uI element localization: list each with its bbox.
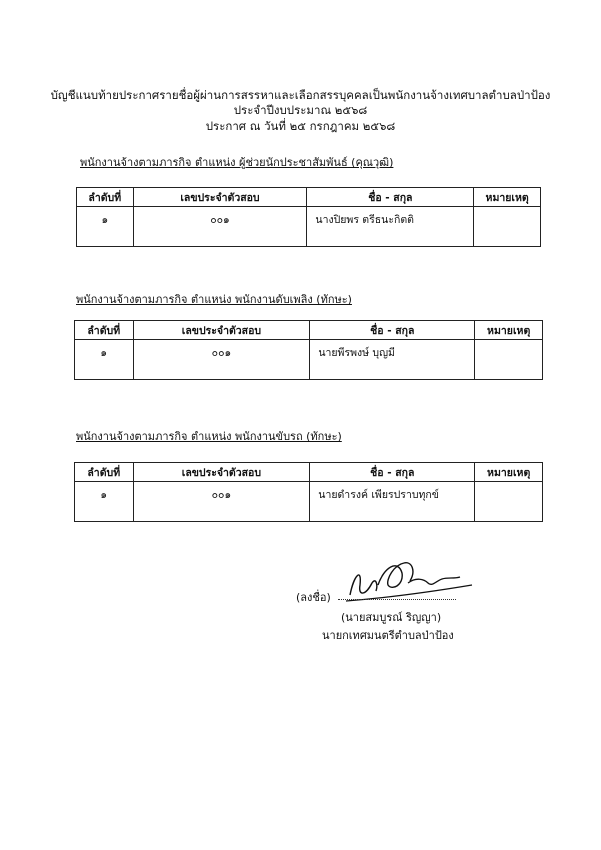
signer-name: (นายสมบูรณ์ ริญญา)	[341, 611, 442, 624]
table-header-row	[75, 463, 543, 482]
col-order: ลำดับที่	[75, 463, 134, 482]
col-exam-no: เลขประจำตัวสอบ	[133, 321, 310, 340]
cell-name: นางปิยพร ตรีธนะกิตติ	[307, 207, 474, 247]
col-exam-no: เลขประจำตัวสอบ	[133, 463, 310, 482]
cell-exam-no: ๐๐๑	[133, 482, 310, 522]
sign-label: (ลงชื่อ)	[296, 591, 331, 604]
cell-order: ๑	[77, 207, 134, 247]
cell-remark	[474, 207, 541, 247]
col-remark: หมายเหตุ	[475, 463, 543, 482]
cell-name: นายดำรงค์ เพียรปราบทุกข์	[310, 482, 475, 522]
cell-order: ๑	[75, 340, 134, 380]
results-table-firefighter	[74, 320, 543, 380]
announcement-date: ประกาศ ณ วันที่ ๒๕ กรกฎาคม ๒๕๖๘	[205, 119, 396, 133]
section-title-driver: พนักงานจ้างตามภารกิจ ตำแหน่ง พนักงานขับรถ (ทักษะ)	[76, 430, 342, 443]
col-name: ชื่อ - สกุล	[307, 188, 474, 207]
cell-exam-no: ๐๐๑	[133, 340, 310, 380]
table-header-row	[77, 188, 541, 207]
cell-exam-no: ๐๐๑	[133, 207, 307, 247]
cell-name: นายพีรพงษ์ บุญมี	[310, 340, 475, 380]
results-table-driver	[74, 462, 543, 522]
table-row	[77, 207, 541, 247]
col-order: ลำดับที่	[75, 321, 134, 340]
fiscal-year: ประจำปีงบประมาณ ๒๕๖๘	[233, 103, 368, 117]
table-header-row	[75, 321, 543, 340]
table-row	[75, 482, 543, 522]
col-remark: หมายเหตุ	[474, 188, 541, 207]
col-order: ลำดับที่	[77, 188, 134, 207]
cell-remark	[475, 482, 543, 522]
col-name: ชื่อ - สกุล	[310, 463, 475, 482]
signer-position: นายกเทศมนตรีตำบลป่าป้อง	[322, 629, 454, 642]
table-row	[75, 340, 543, 380]
signature-line	[338, 599, 456, 600]
col-remark: หมายเหตุ	[475, 321, 543, 340]
results-table-pr-assistant	[76, 187, 541, 247]
announcement-title: บัญชีแนบท้ายประกาศรายชื่อผู้ผ่านการสรรหาและเลือกสรรบุคคลเป็นพนักงานจ้างเทศบาลตำบลป่าป้อง	[50, 88, 551, 102]
section-title-pr-assistant: พนักงานจ้างตามภารกิจ ตำแหน่ง ผู้ช่วยนักประชาสัมพันธ์ (คุณวุฒิ)	[80, 156, 394, 169]
cell-remark	[475, 340, 543, 380]
section-title-firefighter: พนักงานจ้างตามภารกิจ ตำแหน่ง พนักงานดับเพลิง (ทักษะ)	[76, 293, 352, 306]
col-name: ชื่อ - สกุล	[310, 321, 475, 340]
col-exam-no: เลขประจำตัวสอบ	[133, 188, 307, 207]
handwritten-signature	[332, 555, 482, 610]
cell-order: ๑	[75, 482, 134, 522]
